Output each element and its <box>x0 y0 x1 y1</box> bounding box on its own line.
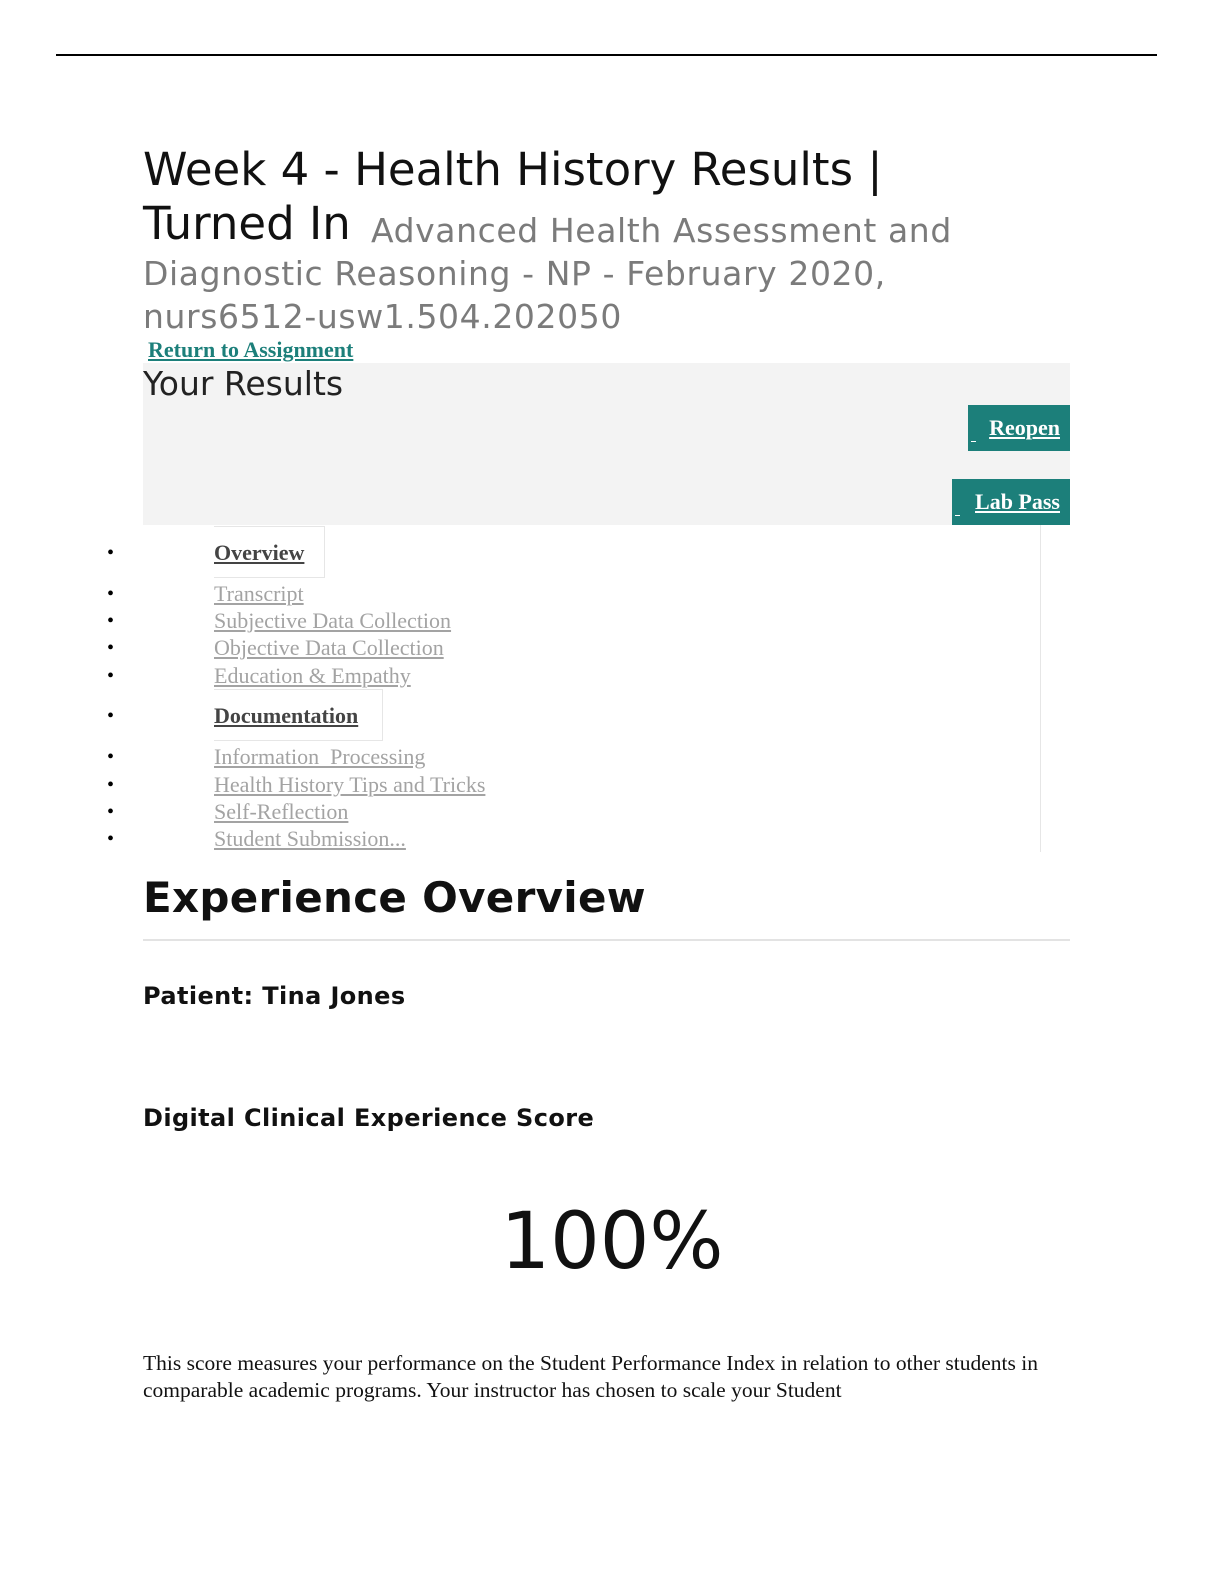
bullet: • <box>107 801 115 823</box>
nav-item-transcript <box>0 580 700 608</box>
course-code: nurs6512-usw1.504.202050 <box>143 297 622 336</box>
course-name-part1: Advanced Health Assessment and <box>371 211 952 250</box>
return-to-assignment-link[interactable]: Return to Assignment <box>148 337 354 362</box>
bullet: • <box>107 746 115 768</box>
page-title-line2: Turned In <box>143 197 351 250</box>
course-name <box>143 209 1043 338</box>
tab-student-submission[interactable]: Student Submission... <box>214 826 406 851</box>
nav-item-tips <box>0 771 700 799</box>
experience-overview-title: Experience Overview <box>143 873 646 922</box>
tab-self-reflection[interactable]: Self-Reflection <box>214 799 349 824</box>
results-heading: Your Results <box>143 364 344 403</box>
tab-objective-data-collection[interactable]: Objective Data Collection <box>214 635 444 660</box>
tab-information-processing[interactable]: Information Processing <box>214 744 426 769</box>
score-label: Digital Clinical Experience Score <box>143 1104 595 1132</box>
bullet: • <box>107 610 115 632</box>
nav-item-information <box>0 743 700 771</box>
lab-pass-button[interactable] <box>952 479 1070 525</box>
bullet: • <box>107 637 115 659</box>
reopen-button-label: Reopen <box>989 415 1060 440</box>
button-tick-mark <box>955 515 960 516</box>
lab-pass-button-label: Lab Pass <box>975 489 1060 514</box>
score-value: 100% <box>500 1197 724 1287</box>
nav-frame-border <box>1040 525 1041 852</box>
bullet: • <box>107 705 115 727</box>
reopen-button[interactable] <box>968 405 1070 451</box>
tab-transcript[interactable]: Transcript <box>214 581 304 606</box>
nav-item-student-submission <box>0 825 700 853</box>
tab-documentation[interactable]: Documentation <box>214 703 359 728</box>
patient-name: Patient: Tina Jones <box>143 982 406 1010</box>
tab-health-history-tips[interactable]: Health History Tips and Tricks <box>214 772 486 797</box>
nav-item-education <box>0 662 700 690</box>
tab-overview[interactable]: Overview <box>214 540 305 565</box>
bullet: • <box>107 542 115 564</box>
button-tick-mark <box>971 441 976 442</box>
score-description: This score measures your performance on the Student Performance Index in relation to other students in comparable academic programs. Your instructor has chosen to scale your Student <box>143 1351 1038 1402</box>
nav-item-self-reflection <box>0 798 700 826</box>
bullet: • <box>107 583 115 605</box>
page-title-line1: Week 4 - Health History Results | <box>143 143 883 196</box>
tab-education-empathy[interactable]: Education & Empathy <box>214 663 411 688</box>
nav-item-documentation <box>0 702 700 730</box>
section-divider <box>143 939 1070 941</box>
tab-subjective-data-collection[interactable]: Subjective Data Collection <box>214 608 452 633</box>
bullet: • <box>107 774 115 796</box>
nav-item-objective <box>0 634 700 662</box>
nav-item-overview <box>0 539 700 567</box>
course-name-part2: Diagnostic Reasoning - NP - February 2020, <box>143 254 886 293</box>
bullet: • <box>107 828 115 850</box>
nav-item-subjective <box>0 607 700 635</box>
top-rule <box>56 54 1157 56</box>
bullet: • <box>107 665 115 687</box>
